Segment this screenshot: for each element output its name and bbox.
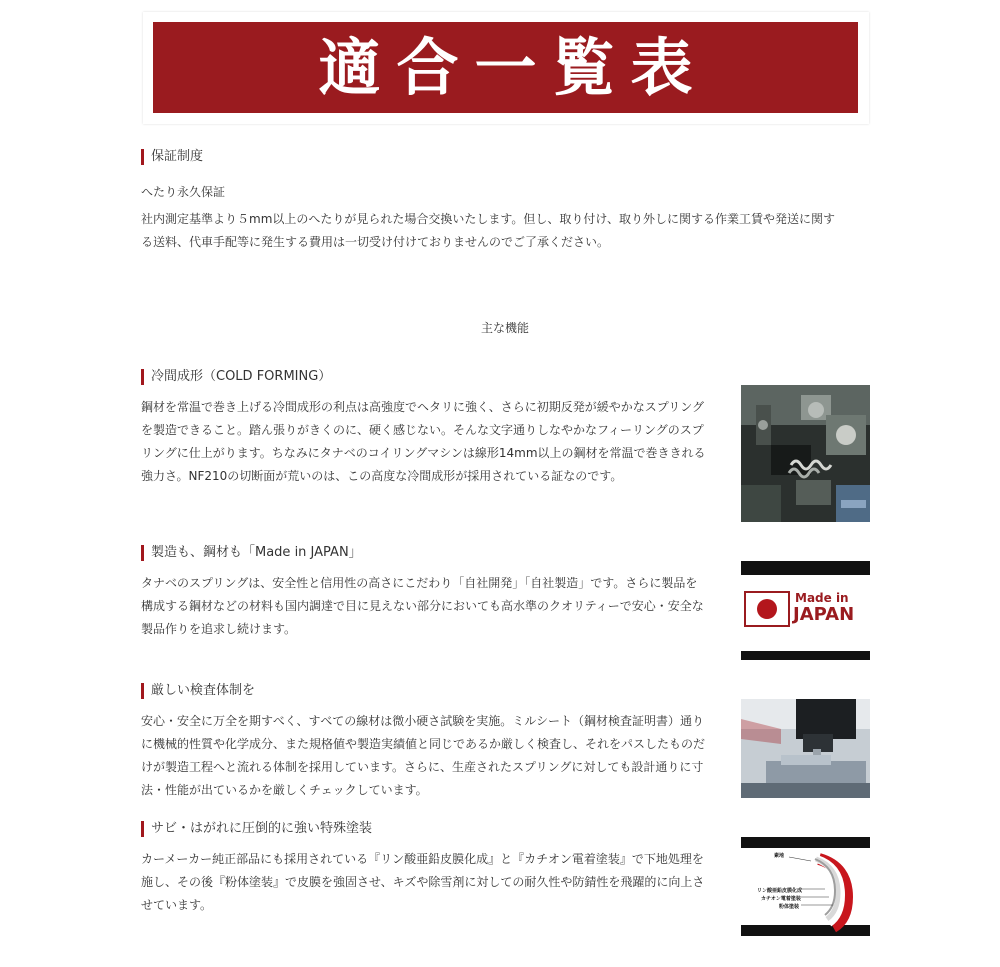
section-line: 強力さ。NF210の切断面が荒いのは、この高度な冷間成形が採用されている証なのです。: [141, 469, 623, 483]
section-heading-cold-forming: 冷間成形（COLD FORMING）: [141, 369, 331, 385]
section-line: けが製造工程へと流れる体制を採用しています。さらに、生産されたスプリングに対しても設計通りに寸: [141, 760, 704, 774]
warranty-line: る送料、代車手配等に発生する費用は一切受け付けておりませんのでご了承ください。: [141, 235, 610, 249]
banner-title: 適合一覧表: [318, 30, 709, 104]
warranty-subtitle: へたり永久保証: [141, 185, 226, 199]
diagram-label-zinc-phosphate: リン酸亜鉛皮膜化成: [757, 888, 803, 894]
section-line: カーメーカー純正部品にも採用されている『リン酸亜鉛皮膜化成』と『カチオン電着塗装』で下地処理を: [141, 852, 704, 866]
banner: [153, 22, 858, 113]
diagram-label-substrate: 素地: [774, 853, 785, 859]
section-line: 安心・安全に万全を期すべく、すべての線材は微小硬さ試験を実施。ミルシート（鋼材検査証明書）通り: [141, 714, 704, 728]
section-line: に機械的性質や化学成分、また規格値や製造実績値と同じであるか厳しく検査し、それをパスしたものだ: [141, 737, 706, 751]
section-line: タナベのスプリングは、安全性と信用性の高さにこだわり「自社開発」「自社製造」です。さらに製品を: [141, 576, 698, 590]
coiling-machine-photo: [741, 385, 870, 522]
section-line: 製品作りを追求し続けます。: [141, 622, 297, 636]
inspection-photo: [741, 699, 870, 798]
badge-line2: JAPAN: [793, 604, 855, 625]
section-line: を製造できること。踏ん張りがきくのに、硬く感じない。そんな文字通りしなやかなフィーリングのスプ: [141, 423, 704, 437]
section-line: リングに仕上がります。ちなみにタナベのコイリングマシンは線形14mm以上の鋼材を常温で巻ききれる: [141, 446, 706, 460]
section-line: 構成する鋼材などの材料も国内調達で目に見えない部分においても高水準のクオリティーで安心・安全な: [141, 599, 704, 613]
badge-line1: Made in: [795, 591, 849, 605]
warranty-line: 社内測定基準より５mm以上のへたりが見られた場合交換いたします。但し、取り付け、取り外しに関する作業工賃や発送に関す: [141, 212, 835, 226]
section-line: せています。: [141, 898, 213, 912]
section-heading-made-in-japan: 製造も、鋼材も「Made in JAPAN」: [141, 545, 362, 561]
section-line: 法・性能が出ているかを厳しくチェックしています。: [141, 783, 428, 797]
features-title: 主な機能: [480, 321, 529, 335]
section-text-cold-forming: [141, 396, 706, 488]
banner-frame: [143, 12, 869, 124]
made-in-japan-badge: [741, 561, 870, 660]
section-heading-coating: サビ・はがれに圧倒的に強い特殊塗装: [141, 821, 372, 837]
diagram-label-powder-coating: 粉体塗装: [779, 904, 800, 910]
section-line: 鋼材を常温で巻き上げる冷間成形の利点は高強度でヘタリに強く、さらに初期反発が緩やかなスプリング: [141, 400, 705, 414]
warranty-text: [141, 208, 835, 254]
section-line: 施し、その後『粉体塗装』で皮膜を強固させ、キズや除雪剤に対しての耐久性や防錆性を飛躍的に向上さ: [141, 875, 705, 889]
coating-diagram: [741, 837, 870, 936]
section-text-made-in-japan: [141, 572, 704, 641]
section-text-coating: [141, 848, 704, 917]
section-text-inspection: [141, 710, 705, 802]
section-heading-inspection: 厳しい検査体制を: [141, 683, 255, 699]
diagram-label-cation-coating: カチオン電着塗装: [761, 896, 801, 902]
warranty-heading: 保証制度: [141, 149, 203, 165]
